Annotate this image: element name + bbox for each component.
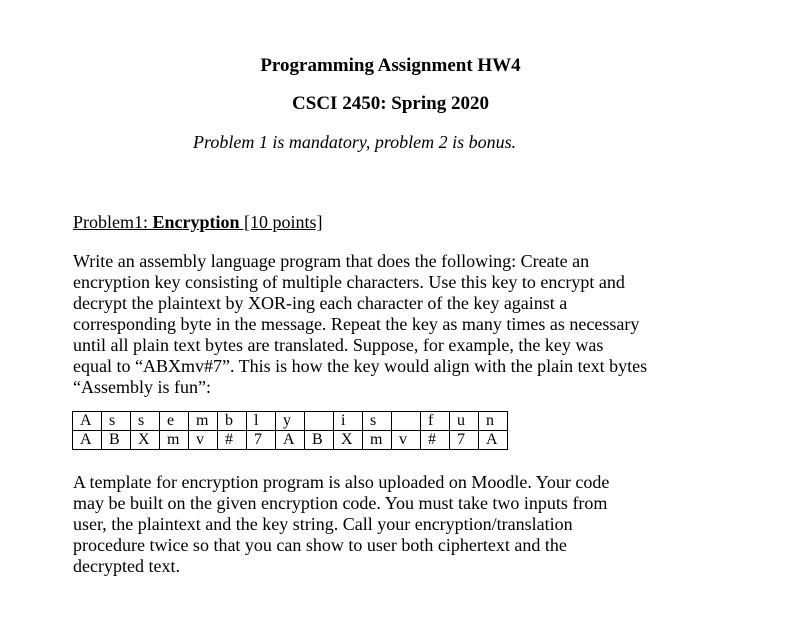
key-cell: v	[392, 431, 421, 450]
instruction-line: user, the plaintext and the key string. Call your encryption/translation	[73, 514, 573, 534]
plaintext-cell: s	[363, 412, 392, 431]
plaintext-cell: i	[334, 412, 363, 431]
key-cell: A	[73, 431, 102, 450]
key-cell: m	[160, 431, 189, 450]
key-row	[73, 431, 508, 450]
problem-description	[73, 251, 713, 398]
key-cell: X	[334, 431, 363, 450]
key-cell: v	[189, 431, 218, 450]
key-cell: #	[421, 431, 450, 450]
key-alignment-table	[72, 411, 508, 450]
instruction-line: decrypted text.	[73, 556, 180, 576]
key-cell: A	[479, 431, 508, 450]
description-line: Write an assembly language program that does the following: Create an	[73, 251, 590, 271]
problem-heading	[73, 211, 323, 233]
plaintext-cell	[305, 412, 334, 431]
plaintext-cell: e	[160, 412, 189, 431]
key-cell: m	[363, 431, 392, 450]
plaintext-cell: n	[479, 412, 508, 431]
key-cell: B	[305, 431, 334, 450]
description-line: encryption key consisting of multiple characters. Use this key to encrypt and	[73, 272, 625, 292]
key-cell: 7	[450, 431, 479, 450]
template-instructions	[73, 472, 713, 577]
key-cell: B	[102, 431, 131, 450]
problem-label: Problem1:	[73, 212, 153, 232]
plaintext-cell: m	[189, 412, 218, 431]
description-line: until all plain text bytes are translated. Suppose, for example, the key was	[73, 335, 604, 355]
plaintext-cell: b	[218, 412, 247, 431]
key-cell: A	[276, 431, 305, 450]
description-line: “Assembly is fun”:	[73, 377, 211, 397]
plaintext-cell: f	[421, 412, 450, 431]
key-cell: 7	[247, 431, 276, 450]
key-cell: #	[218, 431, 247, 450]
plaintext-cell: l	[247, 412, 276, 431]
plaintext-cell: s	[131, 412, 160, 431]
mandatory-note: Problem 1 is mandatory, problem 2 is bonus.	[193, 132, 517, 152]
description-line: corresponding byte in the message. Repeat the key as many times as necessary	[73, 314, 640, 334]
plaintext-cell: A	[73, 412, 102, 431]
plaintext-cell: s	[102, 412, 131, 431]
plaintext-row	[73, 412, 508, 431]
description-line: decrypt the plaintext by XOR-ing each character of the key against a	[73, 293, 568, 313]
plaintext-cell	[392, 412, 421, 431]
instruction-line: A template for encryption program is also uploaded on Moodle. Your code	[73, 472, 610, 492]
plaintext-cell: y	[276, 412, 305, 431]
problem-points: [10 points]	[239, 212, 323, 232]
instruction-line: procedure twice so that you can show to user both ciphertext and the	[73, 535, 567, 555]
instruction-line: may be built on the given encryption code. You must take two inputs from	[73, 493, 608, 513]
course-title: CSCI 2450: Spring 2020	[292, 93, 489, 114]
description-line: equal to “ABXmv#7”. This is how the key would align with the plain text bytes	[73, 356, 648, 376]
assignment-title: Programming Assignment HW4	[260, 55, 521, 76]
problem-name: Encryption	[152, 212, 240, 232]
plaintext-cell: u	[450, 412, 479, 431]
key-cell: X	[131, 431, 160, 450]
